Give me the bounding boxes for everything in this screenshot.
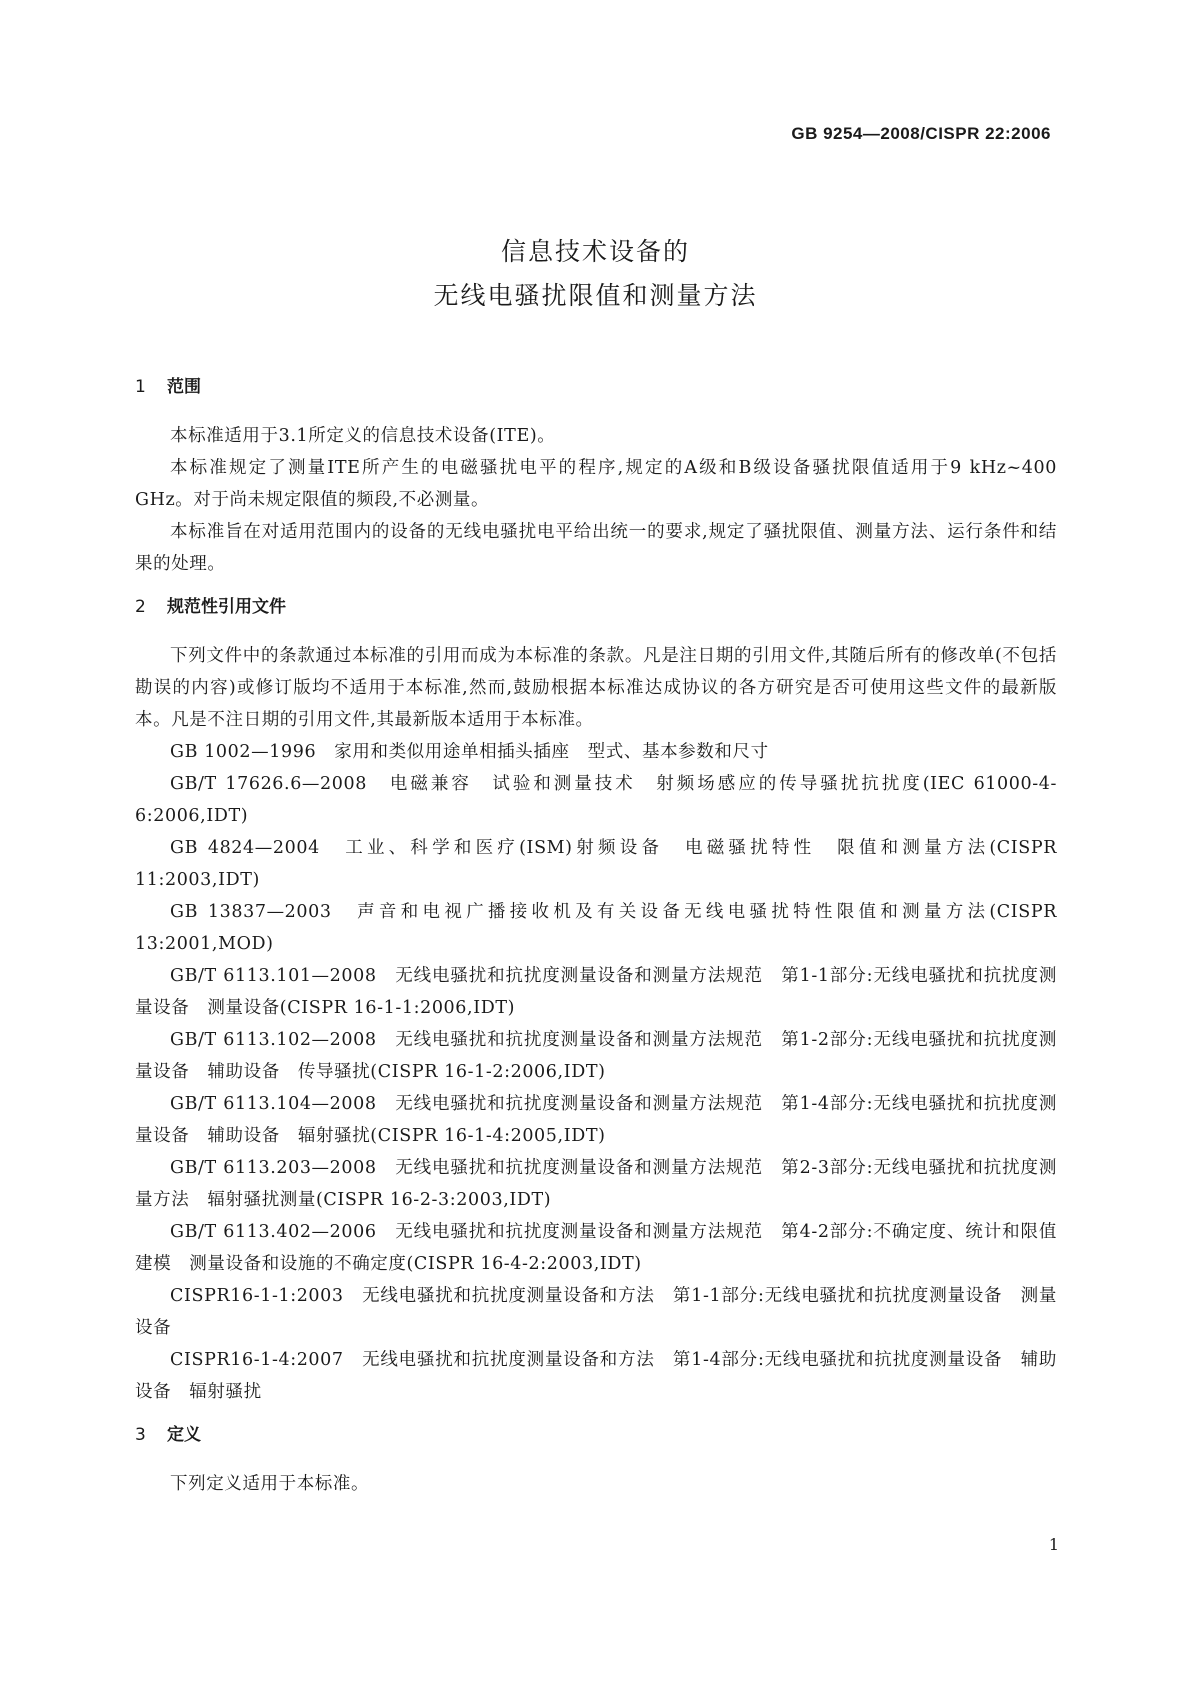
document-title-line-1: 信息技术设备的 [500,237,690,266]
reference-item: GB 1002—1996 家用和类似用途单相插头插座 型式、基本参数和尺寸 [170,742,769,762]
paragraph: 本标准规定了测量ITE所产生的电磁骚扰电平的程序,规定的A级和B级设备骚扰限值适用于9 kHz~400 GHz。对于尚未规定限值的频段,不必测量。 [135,458,1057,510]
standard-code: GB 9254—2008/CISPR 22:2006 [791,124,1051,143]
reference-item: GB/T 6113.101—2008 无线电骚扰和抗扰度测量设备和测量方法规范 第1-1部分:无线电骚扰和抗扰度测量设备 测量设备(CISPR 16-1-1:2006,IDT) [135,966,1057,1018]
paragraph: 本标准适用于3.1所定义的信息技术设备(ITE)。 [170,426,556,446]
section-title: 范围 [167,377,201,397]
page-number: 1 [1048,1535,1059,1554]
paragraph: 下列文件中的条款通过本标准的引用而成为本标准的条款。凡是注日期的引用文件,其随后所有的修改单(不包括勘误的内容)或修订版均不适用于本标准,然而,鼓励根据本标准达成协议的各方研究是否可使用这些文件的最新版本。凡是不注日期的引用文件,其最新版本适用于本标准。 [135,646,1057,730]
section-heading [135,592,1057,622]
reference-item: GB/T 17626.6—2008 电磁兼容 试验和测量技术 射频场感应的传导骚扰抗扰度(IEC 61000-4-6:2006,IDT) [135,774,1057,826]
section-title: 规范性引用文件 [167,597,286,617]
section-title: 定义 [167,1425,201,1445]
reference-item: CISPR16-1-1:2003 无线电骚扰和抗扰度测量设备和方法 第1-1部分:无线电骚扰和抗扰度测量设备 测量设备 [135,1286,1057,1338]
reference-item: GB/T 6113.203—2008 无线电骚扰和抗扰度测量设备和测量方法规范 第2-3部分:无线电骚扰和抗扰度测量方法 辐射骚扰测量(CISPR 16-2-3:2003,IDT) [135,1158,1057,1210]
reference-item: GB/T 6113.102—2008 无线电骚扰和抗扰度测量设备和测量方法规范 第1-2部分:无线电骚扰和抗扰度测量设备 辅助设备 传导骚扰(CISPR 16-1-2:2006,IDT) [135,1030,1057,1082]
section-heading [135,1420,1057,1450]
reference-item: GB 13837—2003 声音和电视广播接收机及有关设备无线电骚扰特性限值和测量方法(CISPR 13:2001,MOD) [135,902,1057,954]
document-body [135,372,1057,1500]
section-number: 3 [135,1425,146,1445]
document-title-line-2: 无线电骚扰限值和测量方法 [433,281,758,310]
section-number: 1 [135,377,146,397]
reference-item: GB/T 6113.402—2006 无线电骚扰和抗扰度测量设备和测量方法规范 第4-2部分:不确定度、统计和限值建模 测量设备和设施的不确定度(CISPR 16-4-2:2003,IDT) [135,1222,1057,1274]
section-heading [135,372,1057,402]
reference-item: GB 4824—2004 工业、科学和医疗(ISM)射频设备 电磁骚扰特性 限值和测量方法(CISPR 11:2003,IDT) [135,838,1057,890]
reference-item: CISPR16-1-4:2007 无线电骚扰和抗扰度测量设备和方法 第1-4部分:无线电骚扰和抗扰度测量设备 辅助设备 辐射骚扰 [135,1350,1057,1402]
section-number: 2 [135,597,146,617]
paragraph: 本标准旨在对适用范围内的设备的无线电骚扰电平给出统一的要求,规定了骚扰限值、测量方法、运行条件和结果的处理。 [135,522,1057,574]
paragraph: 下列定义适用于本标准。 [170,1474,370,1494]
reference-item: GB/T 6113.104—2008 无线电骚扰和抗扰度测量设备和测量方法规范 第1-4部分:无线电骚扰和抗扰度测量设备 辅助设备 辐射骚扰(CISPR 16-1-4:2005,IDT) [135,1094,1057,1146]
